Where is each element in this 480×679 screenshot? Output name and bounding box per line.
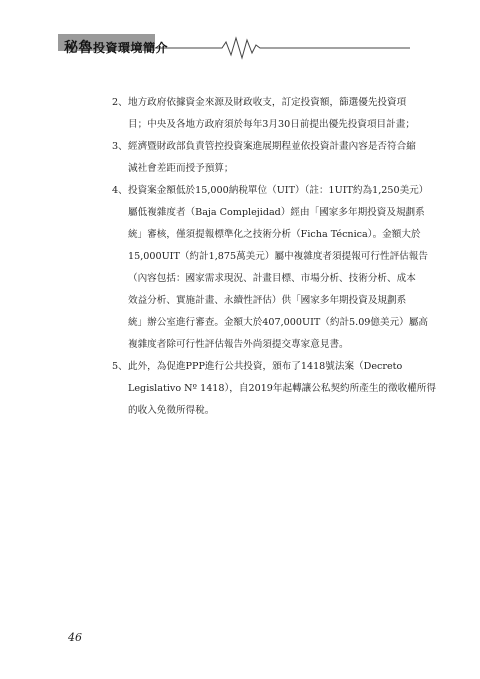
list-item-number: 3、 xyxy=(112,141,128,152)
list-item-line: 複雜度者除可行性評估報告外尚須提交專家意見書。 xyxy=(128,339,349,350)
list-item-line: Legislativo Nº 1418），自2019年起轉讓公私契約所產生的徵收權所得 xyxy=(128,383,436,394)
list-item-line: 統」辦公室進行審查。金額大於407,000UIT（約計5.09億美元）屬高 xyxy=(128,317,428,328)
list-item-line: 目；中央及各地方政府須於每年3月30日前提出優先投資項目計畫； xyxy=(128,119,415,130)
list-item-number: 4、 xyxy=(112,185,128,196)
list-item-number: 5、 xyxy=(112,361,128,372)
list-item-line: 屬低複雜度者（Baja Complejidad）經由「國家多年期投資及規劃系 xyxy=(128,207,425,218)
list-item-line: 效益分析、實施計畫、永續性評估）供「國家多年期投資及規劃系 xyxy=(128,295,407,306)
list-item-number: 2、 xyxy=(112,97,128,108)
list-item-line: 15,000UIT（約計1,875萬美元）屬中複雜度者須提報可行性評估報告 xyxy=(128,251,428,262)
list-item-line: 減社會差距而授予預算； xyxy=(128,163,234,174)
list-item-line: 地方政府依據資金來源及財政收支，訂定投資額，篩選優先投資項 xyxy=(128,97,407,108)
header-title-prefix: 秘魯 xyxy=(64,40,93,56)
list-item-line: （內容包括：國家需求現況、計畫目標、市場分析、技術分析、成本 xyxy=(128,273,416,284)
list-item-line: 經濟暨財政部負責管控投資案進展期程並依投資計畫內容是否符合縮 xyxy=(128,141,416,152)
list-item-line: 統」審核，僅須提報標準化之技術分析（Ficha Técnica）。金額大於 xyxy=(128,229,421,240)
header-title-rest: 投資環境簡介 xyxy=(93,41,169,55)
list-item-line: 投資案金額低於15,000納稅單位（UIT）（註：1UIT約為1,250美元） xyxy=(128,185,429,196)
list-item-line: 的收入免徵所得稅。 xyxy=(128,405,215,416)
page-number: 46 xyxy=(68,631,82,644)
list-item-line: 此外，為促進PPP進行公共投資，頒布了1418號法案（Decreto xyxy=(128,361,403,372)
